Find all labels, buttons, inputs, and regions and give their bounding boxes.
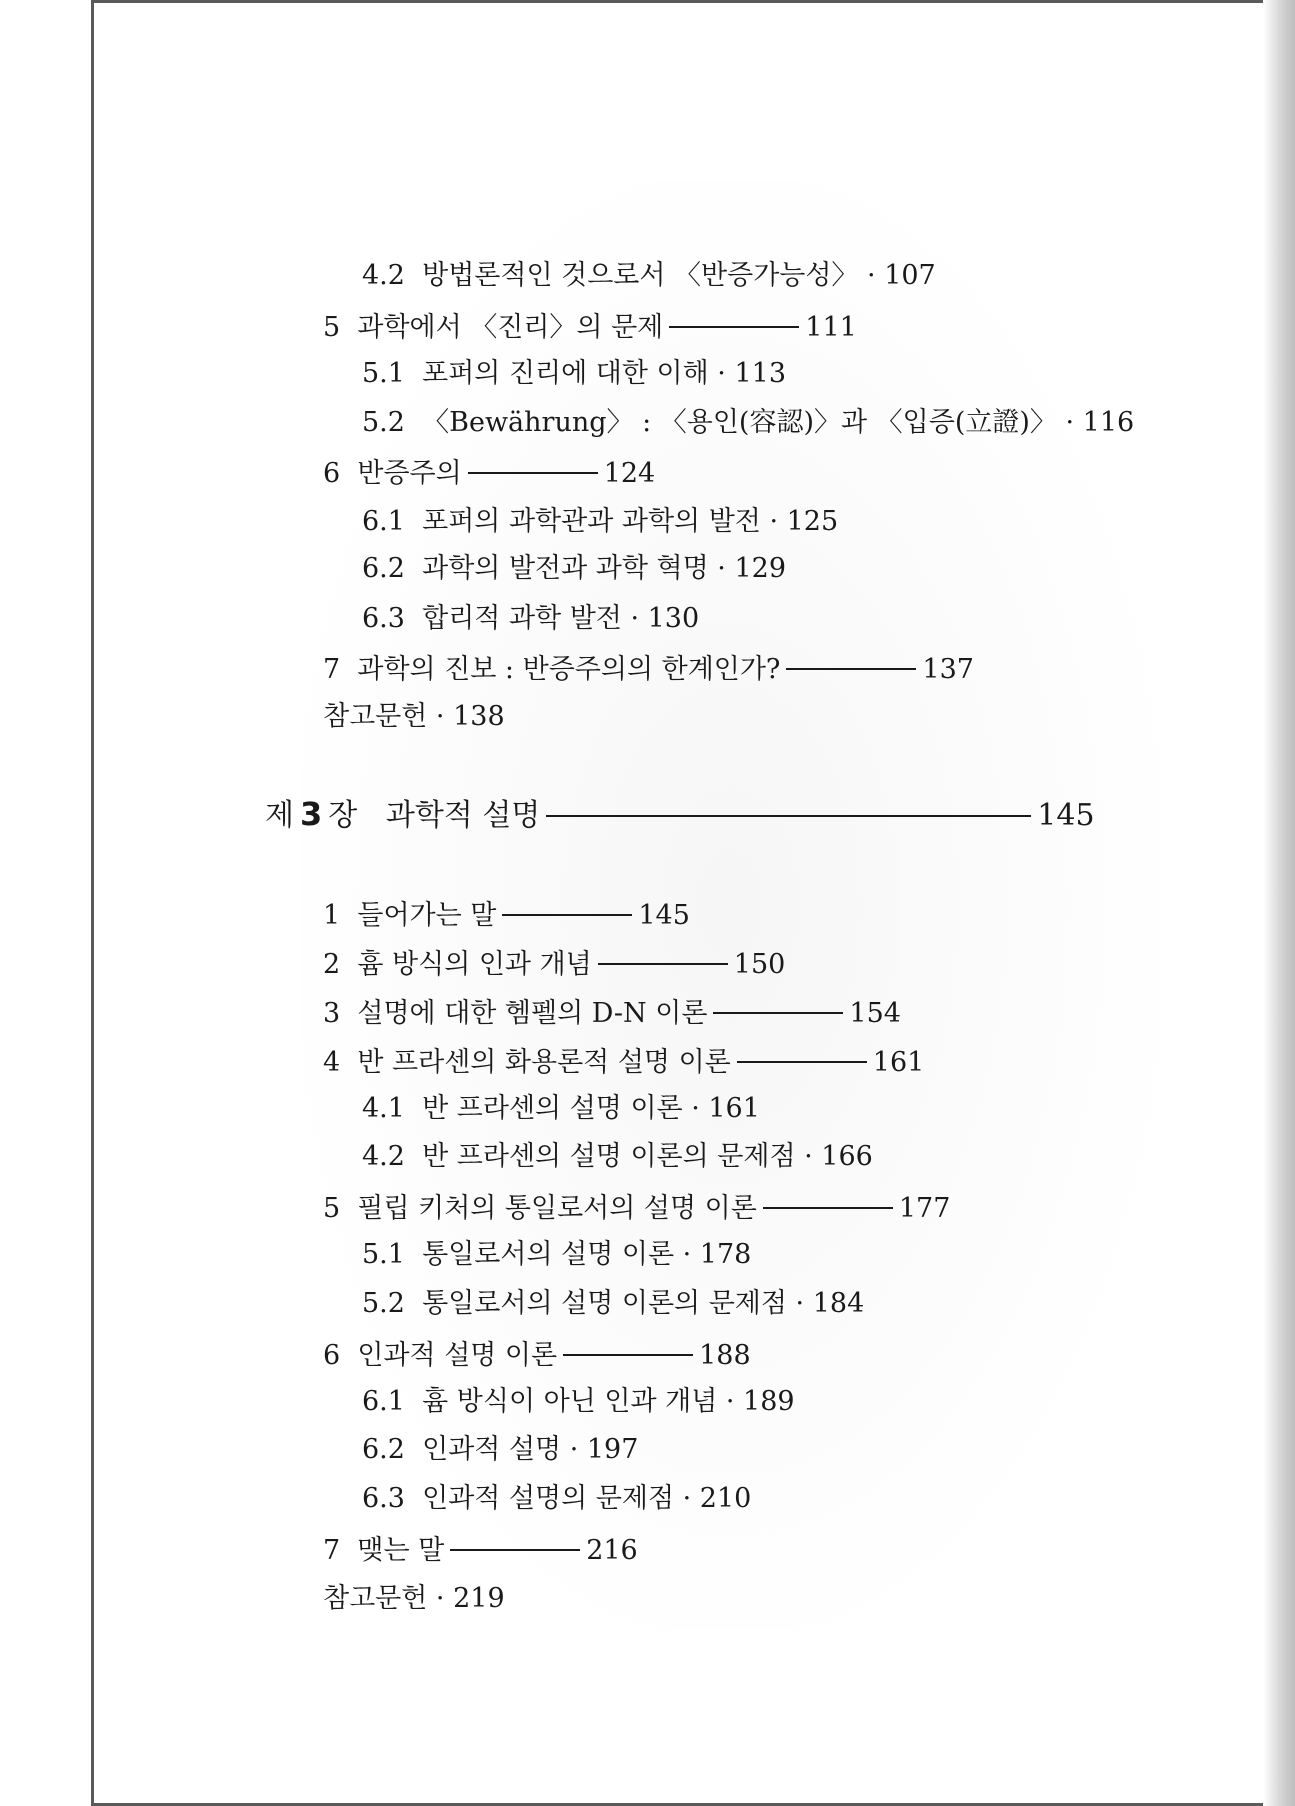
entry-title: 인과적 설명 이론 xyxy=(357,1340,558,1371)
leader-line xyxy=(786,668,916,670)
leader-line xyxy=(502,914,632,916)
entry-number: 5.2 xyxy=(362,1288,405,1319)
leader-line xyxy=(468,472,598,474)
entry-title: 인과적 설명의 문제점 xyxy=(422,1483,675,1514)
entry-number: 1 xyxy=(323,900,341,931)
entry-title: 포퍼의 진리에 대한 이해 xyxy=(422,358,709,389)
entry-number: 6 xyxy=(323,1340,341,1371)
entry-number: 6.3 xyxy=(362,1483,405,1514)
entry-title: 반증주의 xyxy=(357,458,462,489)
toc-entry-c5-2[interactable] xyxy=(362,1287,864,1321)
toc-entry-c2[interactable] xyxy=(323,948,785,982)
entry-number: 6.2 xyxy=(362,1434,405,1465)
toc-entry-c4-1[interactable] xyxy=(362,1092,760,1126)
toc-entry-4-2[interactable] xyxy=(362,259,936,293)
toc-entry-c4[interactable] xyxy=(323,1046,924,1080)
entry-number: 6.1 xyxy=(362,1386,405,1417)
entry-title: 흄 방식이 아닌 인과 개념 xyxy=(422,1386,718,1417)
page-top-border xyxy=(91,0,1286,3)
toc-entry-c6-3[interactable] xyxy=(362,1482,751,1516)
entry-page: · 125 xyxy=(769,506,839,537)
entry-page: 154 xyxy=(849,998,901,1029)
entry-page: · 178 xyxy=(682,1239,752,1270)
entry-page: · 129 xyxy=(717,553,786,584)
entry-number: 6.1 xyxy=(362,506,405,537)
chapter-number: 3 xyxy=(299,795,323,833)
entry-page: · 116 xyxy=(1065,407,1135,438)
leader-line xyxy=(713,1012,843,1014)
entry-title: 방법론적인 것으로서 〈반증가능성〉 xyxy=(422,260,859,291)
entry-number: 7 xyxy=(323,654,341,685)
entry-page: 177 xyxy=(898,1193,951,1224)
entry-number: 5.2 xyxy=(362,407,405,438)
entry-number: 4 xyxy=(323,1047,341,1078)
toc-entry-5-1[interactable] xyxy=(362,357,786,391)
entry-number: 4.1 xyxy=(362,1093,405,1124)
entry-page: · 107 xyxy=(867,260,936,291)
leader-line xyxy=(450,1549,580,1551)
entry-page: · 166 xyxy=(804,1141,873,1172)
leader-line xyxy=(546,815,1031,817)
entry-title: 들어가는 말 xyxy=(357,900,497,931)
chapter-suffix: 장 xyxy=(328,798,358,833)
entry-title: 〈Bewährung〉 : 〈용인(容認)〉과 〈입증(立證)〉 xyxy=(422,407,1057,438)
chapter-title: 과학적 설명 xyxy=(385,798,541,833)
entry-title: 합리적 과학 발전 xyxy=(422,603,622,634)
toc-entry-7[interactable] xyxy=(323,653,974,687)
entry-page: 124 xyxy=(603,458,656,489)
entry-page: 188 xyxy=(699,1340,751,1371)
entry-number: 2 xyxy=(323,949,341,980)
toc-entry-6-2[interactable] xyxy=(362,552,786,586)
toc-entry-5[interactable] xyxy=(323,311,857,345)
toc-entry-c1[interactable] xyxy=(323,899,690,933)
entry-number: 5.1 xyxy=(362,1239,405,1270)
page-left-border xyxy=(91,0,94,1806)
entry-page: · 138 xyxy=(435,701,505,732)
entry-page: 111 xyxy=(805,312,857,343)
leader-line xyxy=(763,1207,893,1209)
entry-page: 137 xyxy=(922,654,974,685)
entry-title: 포퍼의 과학관과 과학의 발전 xyxy=(422,506,761,537)
entry-title: 과학의 발전과 과학 혁명 xyxy=(422,553,709,584)
entry-number: 6.2 xyxy=(362,553,405,584)
entry-title: 과학에서 〈진리〉의 문제 xyxy=(357,312,664,343)
entry-number: 4.2 xyxy=(362,1141,405,1172)
entry-number: 5 xyxy=(323,1193,341,1224)
entry-title: 맺는 말 xyxy=(357,1535,445,1566)
entry-title: 인과적 설명 xyxy=(422,1434,562,1465)
entry-title: 통일로서의 설명 이론 xyxy=(422,1239,675,1270)
entry-title: 반 프라센의 설명 이론 xyxy=(422,1093,683,1124)
toc-entry-references-2[interactable] xyxy=(323,700,505,734)
toc-entry-6[interactable] xyxy=(323,457,655,491)
entry-page: · 113 xyxy=(717,358,786,389)
page-right-shadow xyxy=(1263,0,1295,1806)
entry-title: 참고문헌 xyxy=(323,701,428,732)
entry-number: 5 xyxy=(323,312,341,343)
entry-page: 161 xyxy=(872,1047,925,1078)
entry-title: 과학의 진보 : 반증주의의 한계인가? xyxy=(357,654,781,685)
leader-line xyxy=(598,963,728,965)
entry-title: 통일로서의 설명 이론의 문제점 xyxy=(422,1288,787,1319)
entry-page: · 189 xyxy=(725,1386,795,1417)
toc-entry-c3[interactable] xyxy=(323,997,901,1031)
chapter-prefix: 제 xyxy=(265,798,294,833)
entry-page: 145 xyxy=(1037,798,1095,833)
entry-title: 설명에 대한 헴펠의 D-N 이론 xyxy=(357,998,708,1029)
toc-entry-c6-1[interactable] xyxy=(362,1385,795,1419)
toc-entry-c6-2[interactable] xyxy=(362,1433,638,1467)
leader-line xyxy=(563,1354,693,1356)
toc-entry-references-3[interactable] xyxy=(323,1582,505,1616)
entry-page: 150 xyxy=(733,949,786,980)
entry-number: 3 xyxy=(323,998,341,1029)
toc-entry-6-1[interactable] xyxy=(362,505,838,539)
entry-title: 필립 키처의 통일로서의 설명 이론 xyxy=(357,1193,757,1224)
entry-title: 반 프라센의 화용론적 설명 이론 xyxy=(357,1047,731,1078)
entry-title: 흄 방식의 인과 개념 xyxy=(357,949,592,980)
entry-page: 216 xyxy=(586,1535,638,1566)
toc-entry-c7[interactable] xyxy=(323,1534,638,1568)
toc-entry-c6[interactable] xyxy=(323,1339,751,1373)
entry-page: 145 xyxy=(638,900,690,931)
entry-page: · 210 xyxy=(682,1483,752,1514)
entry-title: 반 프라센의 설명 이론의 문제점 xyxy=(422,1141,796,1172)
toc-entry-c4-2[interactable] xyxy=(362,1140,873,1174)
toc-entry-5-2[interactable] xyxy=(362,406,1134,440)
entry-title: 참고문헌 xyxy=(323,1583,428,1614)
toc-entry-c5[interactable] xyxy=(323,1192,950,1226)
entry-number: 7 xyxy=(323,1535,341,1566)
entry-number: 5.1 xyxy=(362,358,405,389)
entry-page: · 197 xyxy=(569,1434,639,1465)
toc-chapter-3[interactable] xyxy=(265,797,1095,833)
toc-entry-c5-1[interactable] xyxy=(362,1238,751,1272)
entry-number: 6 xyxy=(323,458,341,489)
toc-entry-6-3[interactable] xyxy=(362,602,699,636)
entry-page: · 184 xyxy=(795,1288,865,1319)
entry-number: 4.2 xyxy=(362,260,405,291)
entry-page: · 161 xyxy=(691,1093,760,1124)
leader-line xyxy=(669,326,799,328)
entry-page: · 130 xyxy=(630,603,700,634)
entry-page: · 219 xyxy=(435,1583,505,1614)
leader-line xyxy=(737,1061,867,1063)
entry-number: 6.3 xyxy=(362,603,405,634)
